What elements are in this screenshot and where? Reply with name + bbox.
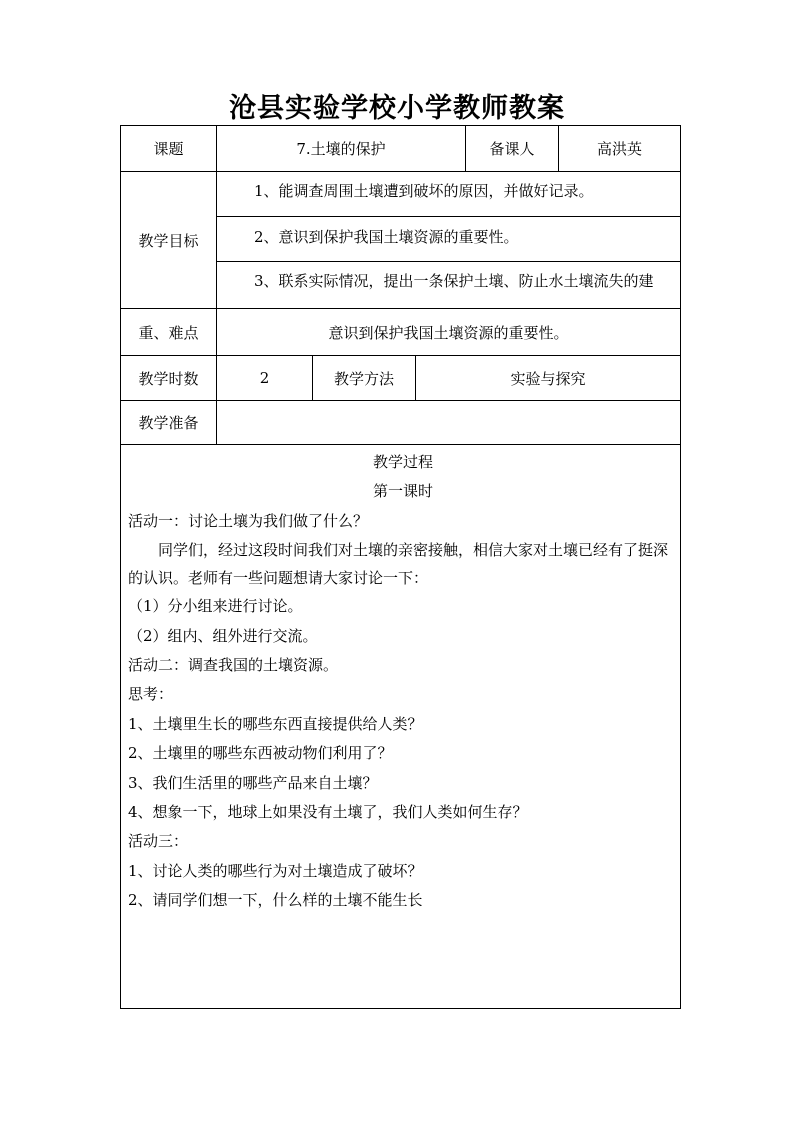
session-title: 第一课时: [372, 482, 433, 501]
method-value: 实验与探究: [510, 369, 586, 388]
objective-item: 2、意识到保护我国土壤资源的重要性。: [254, 228, 519, 246]
topic-value: 7.土壤的保护: [296, 140, 386, 158]
question-item: 4、想象一下，地球上如果没有土壤了，我们人类如何生存？: [128, 802, 528, 821]
objective-item: 1、能调查周围土壤遭到破坏的原因，并做好记录。: [254, 182, 594, 200]
page-title: 沧县实验学校小学教师教案: [229, 93, 565, 124]
key-points-label: 重、难点: [138, 323, 199, 342]
preparer-value: 高洪英: [596, 140, 642, 158]
activity-two: 活动二：调查我国的土壤资源。: [128, 655, 339, 674]
prep-label: 教学准备: [138, 414, 199, 432]
hours-value: 2: [259, 369, 270, 387]
step-item: （2）组内、组外进行交流。: [128, 626, 318, 645]
activity-three: 活动三：: [128, 832, 189, 851]
objective-item: 3、联系实际情况，提出一条保护土壤、防止水土壤流失的建: [254, 272, 654, 290]
prep-value: [217, 401, 680, 444]
discussion-item: 2、请同学们想一下，什么样的土壤不能生长: [128, 891, 423, 910]
key-points-value: 意识到保护我国土壤资源的重要性。: [328, 323, 569, 342]
question-item: 1、土壤里生长的哪些东西直接提供给人类？: [128, 714, 423, 733]
intro-paragraph: 同学们，经过这段时间我们对土壤的亲密接触，相信大家对土壤已经有了挺深的认识。老师有一些问题想请大家讨论一下：: [128, 541, 669, 588]
topic-label: 课题: [153, 140, 184, 158]
step-item: （1）分小组来进行讨论。: [128, 597, 303, 616]
objectives-label: 教学目标: [138, 231, 199, 250]
teaching-process: [128, 448, 678, 915]
activity-one: 活动一：讨论土壤为我们做了什么？: [128, 511, 369, 530]
think-label: 思考：: [128, 685, 174, 704]
discussion-item: 1、讨论人类的哪些行为对土壤造成了破坏？: [128, 861, 423, 880]
preparer-label: 备课人: [489, 140, 535, 158]
hours-label: 教学时数: [138, 369, 199, 388]
question-item: 3、我们生活里的哪些产品来自土壤？: [128, 773, 378, 792]
method-label: 教学方法: [333, 369, 394, 388]
process-heading: 教学过程: [372, 453, 433, 471]
question-item: 2、土壤里的哪些东西被动物们利用了？: [128, 744, 393, 763]
